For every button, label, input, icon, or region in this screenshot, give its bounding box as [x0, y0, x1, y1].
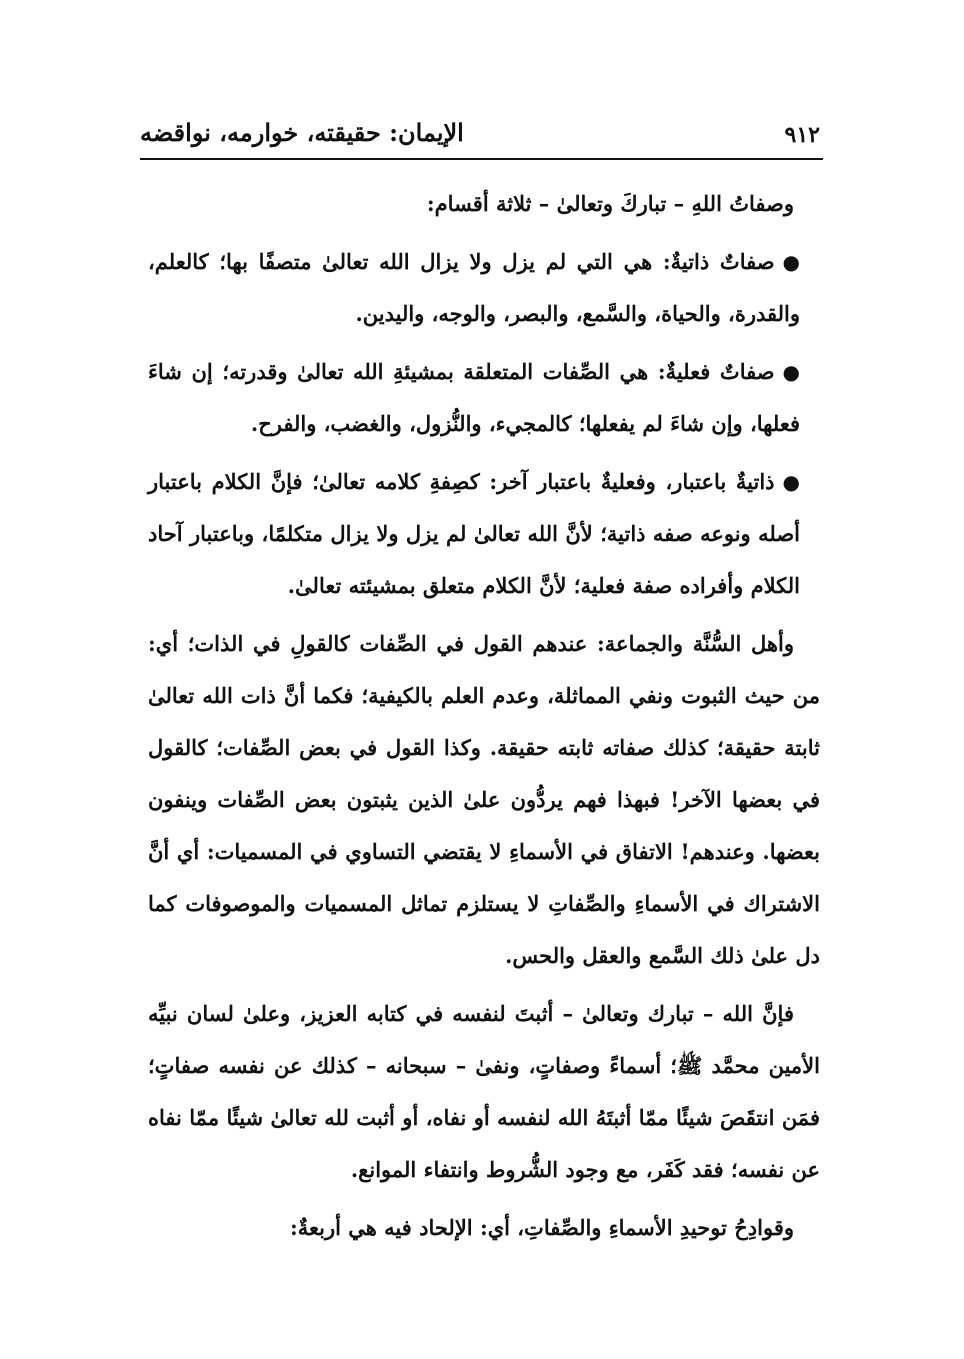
bullet-text: ذاتيةٌ باعتبار، وفعليةٌ باعتبار آخر: كصِفةِ كلامه تعالىٰ؛ فإنَّ الكلام باعتبار أصله ونوعه صفه ذاتية؛ لأنَّ الله تعالىٰ لم يزل ولا يزال متكلمًا، وباعتبار آحاد الكلام وأفراده صفة فعلية؛ لأنَّ الكلام متعلق بمشيئته تعالىٰ.: [148, 469, 800, 598]
page-number: ٩١٢: [784, 122, 820, 148]
paragraph-violations: وقوادِحُ توحيدِ الأسماءِ والصِّفاتِ، أي: الإلحاد فيه هي أربعةٌ:: [290, 1215, 794, 1240]
bullet-icon: ●: [782, 470, 800, 494]
paragraph-ahl-sunnah: وأهل السُّنَّة والجماعة: عندهم القول في الصِّفات كالقولِ في الذات؛ أي: من حيث الثبوت ونفي المماثلة، وعدم العلم بالكيفية؛ فكما أنَّ ذات الله تعالىٰ ثابتة حقيقة؛ كذلك صفاته ثابته حقيقة. وكذا القول في بعض الصِّفات؛ كالقول في بعضها الآخر! فبهذا فهم يردُّون علىٰ الذين يثبتون بعض الصِّفات وينفون بعضها. وعندهم! الاتفاق في الأسماءِ لا يقتضي التساوي في المسميات: أي أنَّ الاشتراك في الأسماءِ والصِّفاتِ لا يستلزم تماثل المسميات والموصوفات كما دل علىٰ ذلك السَّمع والعقل والحس.: [148, 631, 820, 968]
bullet-item-essential-attributes: [148, 236, 820, 340]
paragraph-allah-affirmed: فإنَّ الله – تبارك وتعالىٰ – أثبتَ لنفسه في كتابه العزيز، وعلىٰ لسان نبيِّه الأمين محمَّد ﷺ؛ أسماءً وصفاتٍ، ونفىٰ – سبحانه – كذلك عن نفسه صفاتٍ؛ فمَن انتقَصَ شيئًا ممّا أثبتَهُ الله لنفسه أو نفاه، أو أثبت لله تعالىٰ شيئًا ممّا نفاه عن نفسه؛ فقد كَفَر، مع وجود الشُّروط وانتفاء الموانع.: [148, 1001, 820, 1182]
bullet-text: صفاتٌ فعليةٌ: هي الصِّفات المتعلقة بمشيئةِ الله تعالىٰ وقدرته؛ إن شاءَ فعلها، وإن شاءَ لم يفعلها؛ كالمجيء، والنُّزول، والغضب، والفرح.: [148, 359, 800, 436]
header-rule: [140, 158, 823, 160]
paragraph-intro: وصفاتُ اللهِ – تباركَ وتعالىٰ – ثلاثة أقسام:: [426, 191, 794, 216]
bullet-text: صفاتٌ ذاتيةٌ: هي التي لم يزل ولا يزال الله تعالىٰ متصفًا بها؛ كالعلم، والقدرة، والحياة، والسَّمع، والبصر، والوجه، واليدين.: [148, 249, 800, 326]
body-text: [148, 178, 820, 1260]
bullet-item-action-attributes: [148, 346, 820, 450]
bullet-icon: ●: [782, 250, 800, 274]
bullet-item-both-attributes: [148, 456, 820, 612]
bullet-icon: ●: [782, 360, 800, 384]
running-header: [140, 112, 820, 156]
running-title: الإيمان: حقيقته، خوارمه، نواقضه: [140, 118, 464, 147]
